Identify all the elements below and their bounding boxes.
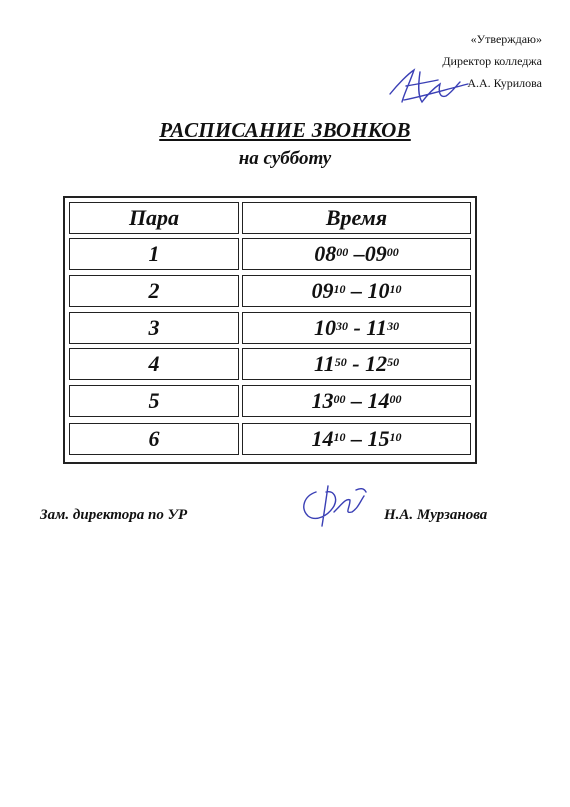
table-row bbox=[69, 312, 471, 344]
end-hour: 09 bbox=[364, 241, 387, 266]
end-hour: 10 bbox=[367, 278, 390, 303]
start-minutes: 30 bbox=[335, 318, 348, 333]
time-separator: – bbox=[348, 241, 365, 266]
end-hour: 12 bbox=[365, 351, 388, 376]
schedule-table bbox=[63, 196, 477, 464]
table-row bbox=[69, 423, 471, 455]
end-minutes: 50 bbox=[387, 354, 400, 369]
pair-number: 1 bbox=[69, 238, 239, 270]
time-range bbox=[242, 348, 471, 380]
start-hour: 14 bbox=[311, 426, 334, 451]
start-hour: 10 bbox=[313, 315, 336, 340]
time-range bbox=[242, 275, 471, 307]
table-row bbox=[69, 238, 471, 270]
page-subtitle: на субботу bbox=[238, 148, 332, 169]
time-separator: – bbox=[345, 388, 368, 413]
end-minutes: 10 bbox=[389, 429, 402, 444]
time-range bbox=[242, 238, 471, 270]
approval-name: А.А. Курилова bbox=[467, 76, 542, 90]
deputy-signature bbox=[294, 478, 374, 530]
pair-number: 4 bbox=[69, 348, 239, 380]
start-hour: 13 bbox=[311, 388, 334, 413]
start-minutes: 00 bbox=[333, 391, 346, 406]
table-row bbox=[69, 275, 471, 307]
page-title: РАСПИСАНИЕ ЗВОНКОВ bbox=[159, 118, 411, 142]
header-time: Время bbox=[242, 202, 471, 234]
end-hour: 15 bbox=[367, 426, 390, 451]
time-range bbox=[242, 312, 471, 344]
end-minutes: 30 bbox=[387, 318, 400, 333]
time-separator: - bbox=[346, 351, 366, 376]
end-minutes: 00 bbox=[389, 391, 402, 406]
time-range bbox=[242, 385, 471, 417]
start-minutes: 10 bbox=[333, 429, 346, 444]
pair-number: 2 bbox=[69, 275, 239, 307]
pair-number: 6 bbox=[69, 423, 239, 455]
time-range bbox=[242, 423, 471, 455]
header-pair: Пара bbox=[69, 202, 239, 234]
start-hour: 08 bbox=[314, 241, 337, 266]
deputy-position: Зам. директора по УР bbox=[40, 507, 188, 523]
table-row bbox=[69, 348, 471, 380]
table-row bbox=[69, 385, 471, 417]
pair-number: 3 bbox=[69, 312, 239, 344]
director-signature bbox=[384, 60, 474, 110]
time-separator: - bbox=[347, 315, 367, 340]
approval-heading: «Утверждаю» bbox=[470, 32, 542, 46]
start-minutes: 10 bbox=[333, 281, 346, 296]
end-hour: 14 bbox=[367, 388, 390, 413]
start-hour: 11 bbox=[313, 351, 335, 376]
approval-position: Директор колледжа bbox=[442, 54, 542, 68]
time-separator: – bbox=[345, 278, 368, 303]
end-minutes: 00 bbox=[386, 244, 399, 259]
pair-number: 5 bbox=[69, 385, 239, 417]
start-minutes: 50 bbox=[334, 354, 347, 369]
deputy-name: Н.А. Мурзанова bbox=[384, 507, 488, 523]
time-separator: – bbox=[345, 426, 368, 451]
start-hour: 09 bbox=[311, 278, 334, 303]
end-hour: 11 bbox=[366, 315, 388, 340]
start-minutes: 00 bbox=[336, 244, 349, 259]
end-minutes: 10 bbox=[389, 281, 402, 296]
table-header-row bbox=[69, 202, 471, 234]
